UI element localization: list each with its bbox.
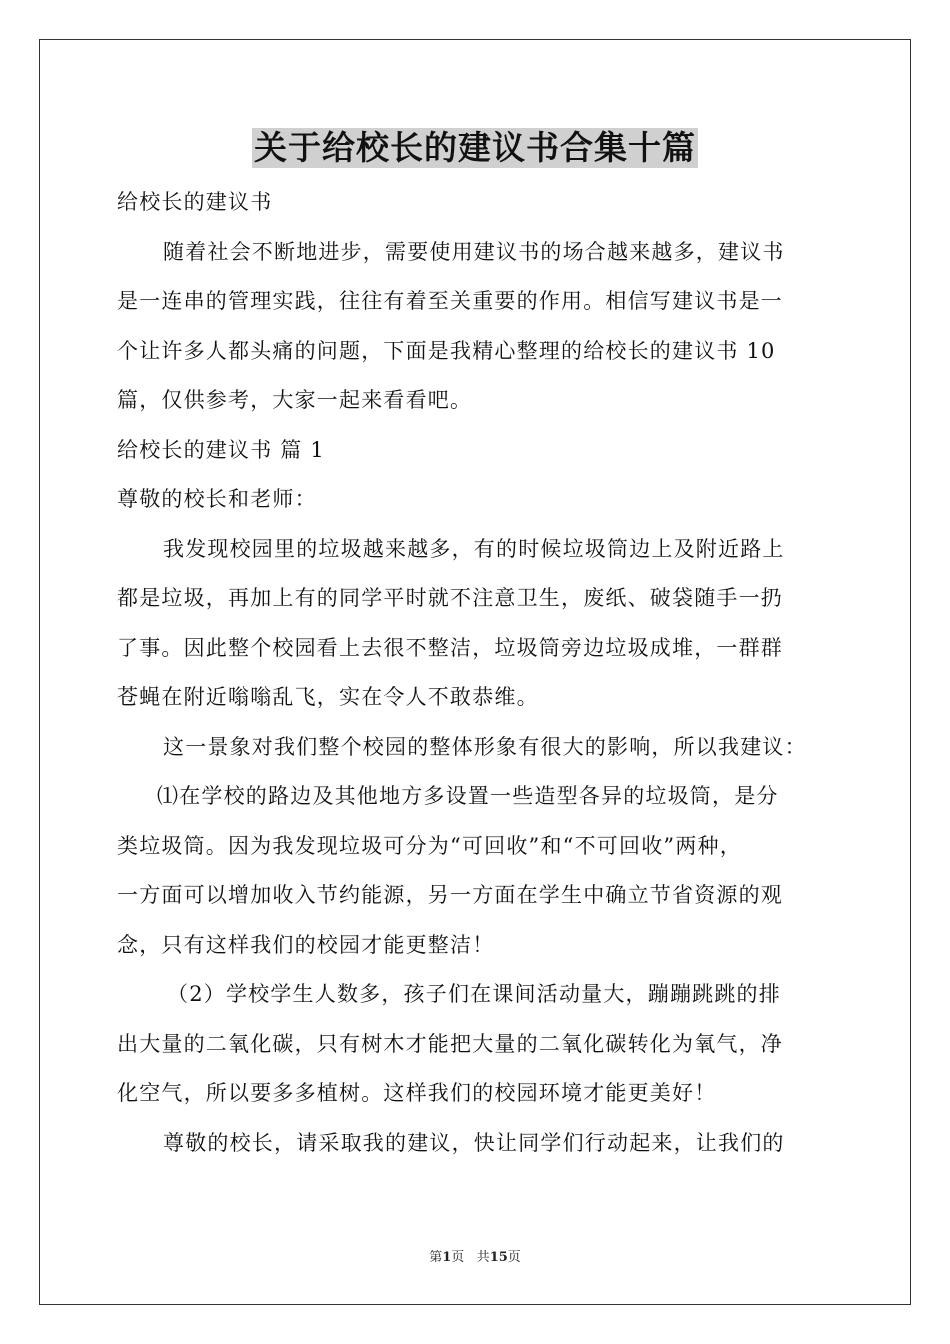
document-body (117, 178, 837, 1168)
paragraph-line: 随着社会不断地进步，需要使用建议书的场合越来越多，建议书 (163, 239, 785, 264)
paragraph-line: ⑴在学校的路边及其他地方多设置一些造型各异的垃圾筒，是分 (157, 784, 779, 808)
salutation: 尊敬的校长和老师： (117, 487, 317, 511)
paragraph-line: 化空气，所以要多多植树。这样我们的校园环境才能更美好！ (117, 1081, 717, 1105)
paragraph-line: 了事。因此整个校园看上去很不整洁，垃圾筒旁边垃圾成堆，一群群 (117, 635, 783, 660)
document-title: 关于给校长的建议书合集十篇 (254, 128, 696, 167)
footer-total-prefix: 共 (476, 1250, 490, 1265)
page-footer (0, 1246, 950, 1265)
paragraph-line: 尊敬的校长，请采取我的建议，快让同学们行动起来，让我们的 (163, 1130, 785, 1155)
paragraph-line: 这一景象对我们整个校园的整体形象有很大的影响，所以我建议： (163, 734, 807, 759)
footer-total-pages: 15 (489, 1250, 508, 1265)
section-heading: 给校长的建议书 (117, 190, 273, 214)
footer-page-suffix: 页 (451, 1250, 465, 1265)
paragraph-line: 个让许多人都头痛的问题，下面是我精心整理的给校长的建议书 10 (117, 338, 776, 363)
paragraph-line: 都是垃圾，再加上有的同学平时就不注意卫生，废纸、破袋随手一扔 (117, 586, 783, 610)
paragraph-line: 我发现校园里的垃圾越来越多，有的时候垃圾筒边上及附近路上 (163, 536, 785, 561)
footer-total-suffix: 页 (507, 1250, 521, 1265)
footer-page-number: 1 (442, 1250, 452, 1265)
paragraph-line: 类垃圾筒。因为我发现垃圾可分为“可回收”和“不可回收”两种， (117, 833, 742, 858)
paragraph-line: 一方面可以增加收入节约能源，另一方面在学生中确立节省资源的观 (117, 883, 783, 907)
title-wrap (0, 128, 950, 168)
footer-page-prefix: 第 (429, 1250, 443, 1265)
paragraph-line: 念，只有这样我们的校园才能更整洁！ (117, 932, 495, 957)
paragraph-line: 是一连串的管理实践，往往有着至关重要的作用。相信写建议书是一 (117, 289, 783, 313)
paragraph-line: （2）学校学生人数多，孩子们在课间活动量大，蹦蹦跳跳的排 (167, 982, 781, 1006)
section-heading: 给校长的建议书 篇 1 (117, 437, 325, 462)
paragraph-line: 出大量的二氧化碳，只有树木才能把大量的二氧化碳转化为氧气，净 (117, 1031, 783, 1056)
paragraph-line: 篇，仅供参考，大家一起来看看吧。 (117, 388, 473, 412)
paragraph-line: 苍蝇在附近嗡嗡乱飞，实在令人不敢恭维。 (117, 685, 539, 709)
